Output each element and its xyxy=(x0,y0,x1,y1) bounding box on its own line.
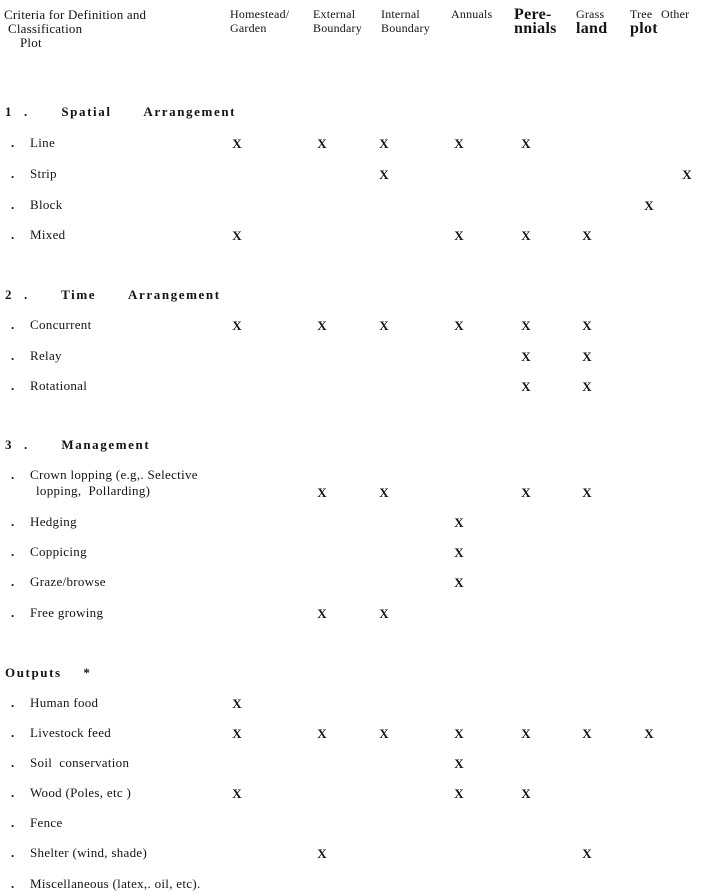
row-label: Crown lopping (e.g,. Selective xyxy=(30,467,198,482)
column-header-internal-boundary: Internal xyxy=(381,7,420,21)
row-label: Line xyxy=(30,135,56,150)
row-bullet: . xyxy=(11,317,15,332)
x-mark-annuals: X xyxy=(454,756,464,771)
x-mark-grass-land: X xyxy=(582,349,592,364)
row-bullet: . xyxy=(11,605,15,620)
row-bullet: . xyxy=(11,845,15,860)
section-heading: 2 . Time Arrangement xyxy=(5,287,221,302)
section-heading: Outputs * xyxy=(5,665,92,680)
row-label: Rotational xyxy=(30,378,88,393)
row-bullet: . xyxy=(11,378,15,393)
column-header-grass-land: Grass xyxy=(576,7,605,21)
row-label: Graze/browse xyxy=(30,574,106,589)
row-bullet: . xyxy=(11,574,15,589)
x-mark-grass-land: X xyxy=(582,318,592,333)
row-bullet: . xyxy=(11,725,15,740)
x-mark-homestead-garden: X xyxy=(232,726,242,741)
column-header-perennials: nnials xyxy=(514,20,557,37)
x-mark-tree-plot: X xyxy=(644,726,654,741)
column-header-annuals: Annuals xyxy=(451,7,493,21)
row-label: Livestock feed xyxy=(30,725,112,740)
row-bullet: . xyxy=(11,227,15,242)
x-mark-annuals: X xyxy=(454,136,464,151)
row-label: Free growing xyxy=(30,605,104,620)
x-mark-internal-boundary: X xyxy=(379,726,389,741)
x-mark-external-boundary: X xyxy=(317,606,327,621)
x-mark-annuals: X xyxy=(454,575,464,590)
x-mark-grass-land: X xyxy=(582,228,592,243)
row-bullet: . xyxy=(11,755,15,770)
row-label: Concurrent xyxy=(30,317,92,332)
row-bullet: . xyxy=(11,166,15,181)
row-bullet: . xyxy=(11,467,15,482)
column-header-external-boundary: Boundary xyxy=(313,21,362,35)
x-mark-perennials: X xyxy=(521,379,531,394)
column-header-other: Other xyxy=(661,7,690,21)
column-header-internal-boundary: Boundary xyxy=(381,21,430,35)
row-bullet: . xyxy=(11,544,15,559)
row-label: Mixed xyxy=(30,227,66,242)
column-header-tree-plot: plot xyxy=(630,20,658,37)
x-mark-grass-land: X xyxy=(582,726,592,741)
criteria-header-line: Classification xyxy=(8,21,83,36)
row-label: Strip xyxy=(30,166,57,181)
x-mark-homestead-garden: X xyxy=(232,318,242,333)
x-mark-grass-land: X xyxy=(582,846,592,861)
section-heading: 3 . Management xyxy=(5,437,151,452)
x-mark-perennials: X xyxy=(521,228,531,243)
column-header-tree-plot: Tree xyxy=(630,7,653,21)
x-mark-tree-plot: X xyxy=(644,198,654,213)
row-label: Miscellaneous (latex,. oil, etc). xyxy=(30,876,201,891)
column-header-homestead-garden: Homestead/ xyxy=(230,7,290,21)
x-mark-external-boundary: X xyxy=(317,318,327,333)
criteria-header-line: Criteria for Definition and xyxy=(4,7,147,22)
x-mark-external-boundary: X xyxy=(317,846,327,861)
x-mark-perennials: X xyxy=(521,786,531,801)
row-label: Soil conservation xyxy=(30,755,130,770)
row-bullet: . xyxy=(11,348,15,363)
x-mark-external-boundary: X xyxy=(317,485,327,500)
x-mark-internal-boundary: X xyxy=(379,485,389,500)
row-bullet: . xyxy=(11,695,15,710)
row-label: Shelter (wind, shade) xyxy=(30,845,148,860)
x-mark-perennials: X xyxy=(521,485,531,500)
x-mark-perennials: X xyxy=(521,318,531,333)
row-label: Block xyxy=(30,197,63,212)
x-mark-annuals: X xyxy=(454,786,464,801)
row-label: Wood (Poles, etc ) xyxy=(30,785,132,800)
x-mark-perennials: X xyxy=(521,136,531,151)
row-label: Human food xyxy=(30,695,99,710)
x-mark-homestead-garden: X xyxy=(232,136,242,151)
x-mark-internal-boundary: X xyxy=(379,136,389,151)
row-label: lopping, Pollarding) xyxy=(36,483,151,498)
x-mark-homestead-garden: X xyxy=(232,696,242,711)
x-mark-perennials: X xyxy=(521,349,531,364)
column-header-external-boundary: External xyxy=(313,7,356,21)
row-label: Coppicing xyxy=(30,544,87,559)
x-mark-grass-land: X xyxy=(582,485,592,500)
x-mark-perennials: X xyxy=(521,726,531,741)
x-mark-annuals: X xyxy=(454,318,464,333)
row-bullet: . xyxy=(11,785,15,800)
column-header-homestead-garden: Garden xyxy=(230,21,267,35)
x-mark-internal-boundary: X xyxy=(379,318,389,333)
x-mark-external-boundary: X xyxy=(317,136,327,151)
x-mark-external-boundary: X xyxy=(317,726,327,741)
row-label: Hedging xyxy=(30,514,77,529)
row-bullet: . xyxy=(11,876,15,891)
row-bullet: . xyxy=(11,514,15,529)
section-heading: 1 . Spatial Arrangement xyxy=(5,104,237,119)
column-header-grass-land: land xyxy=(576,20,608,37)
x-mark-internal-boundary: X xyxy=(379,167,389,182)
x-mark-internal-boundary: X xyxy=(379,606,389,621)
column-header-perennials: Pere- xyxy=(514,6,552,23)
x-mark-annuals: X xyxy=(454,515,464,530)
x-mark-homestead-garden: X xyxy=(232,786,242,801)
row-bullet: . xyxy=(11,815,15,830)
x-mark-other: X xyxy=(682,167,692,182)
x-mark-grass-land: X xyxy=(582,379,592,394)
x-mark-annuals: X xyxy=(454,228,464,243)
criteria-header-line: Plot xyxy=(20,35,42,50)
x-mark-annuals: X xyxy=(454,726,464,741)
row-bullet: . xyxy=(11,197,15,212)
row-label: Fence xyxy=(30,815,63,830)
x-mark-homestead-garden: X xyxy=(232,228,242,243)
x-mark-annuals: X xyxy=(454,545,464,560)
row-bullet: . xyxy=(11,135,15,150)
row-label: Relay xyxy=(30,348,62,363)
